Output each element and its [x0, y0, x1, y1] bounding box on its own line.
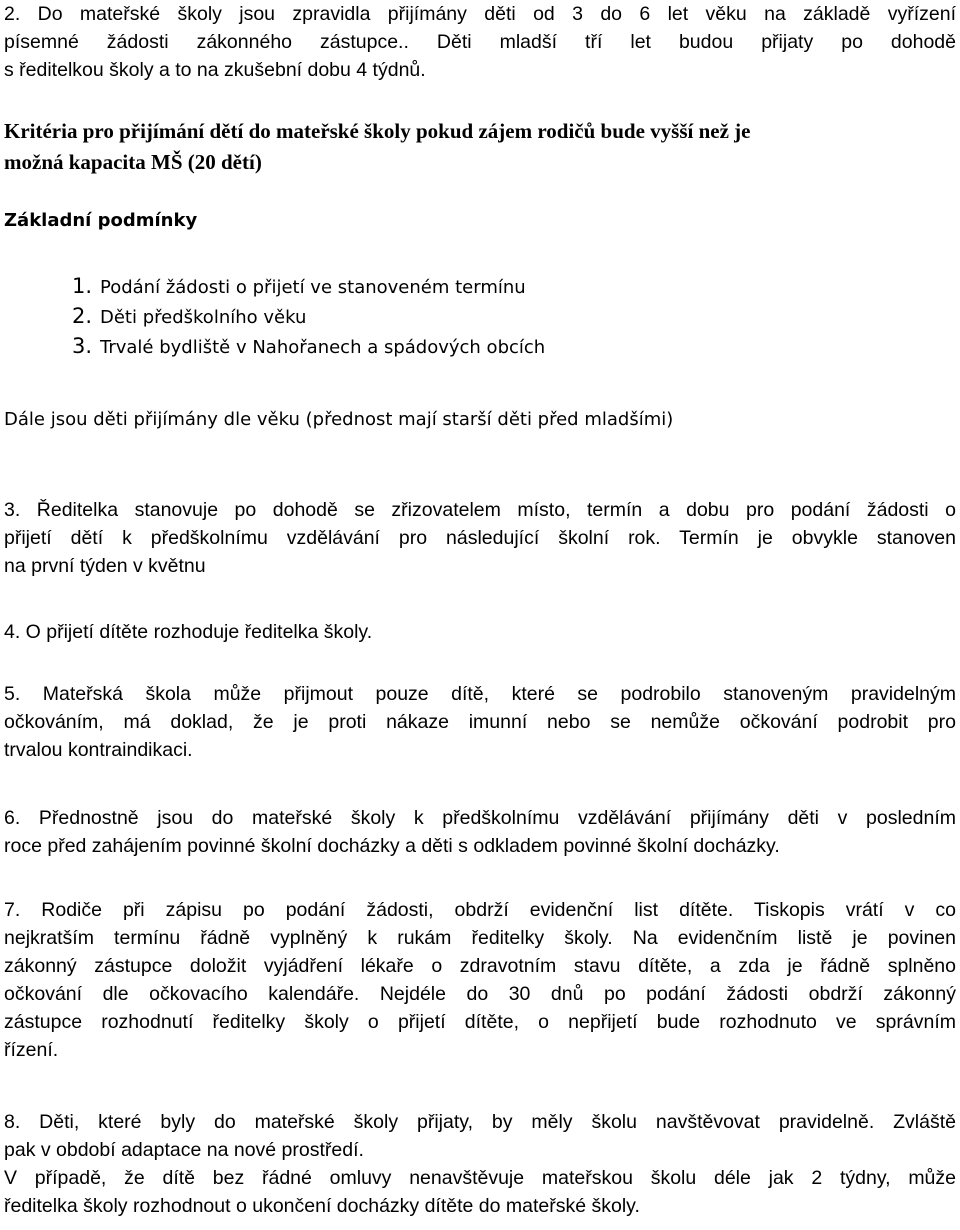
text-line: 2. Do mateřské školy jsou zpravidla přijímány děti od 3 do 6 let věku na základě vyřízení: [4, 3, 956, 25]
text-line: 3. Ředitelka stanovuje po dohodě se zřizovatelem místo, termín a dobu pro podání žádosti o: [4, 499, 956, 521]
list-item-text: Děti předškolního věku: [100, 307, 307, 328]
text-line: roce před zahájením povinné školní docházky a děti s odkladem povinné školní docházky.: [4, 835, 780, 857]
text-line: V případě, že dítě bez řádné omluvy nenavštěvuje mateřskou školu déle jak 2 týdny, může: [4, 1167, 956, 1189]
heading-line: Kritéria pro přijímání dětí do mateřské školy pokud zájem rodičů bude vyšší než je: [4, 119, 751, 143]
text-line: písemné žádosti zákonného zástupce.. Děti mladší tří let budou přijaty po dohodě: [4, 31, 956, 53]
list-item: [72, 332, 956, 362]
basic-conditions-title: [4, 208, 956, 234]
text-line: s ředitelkou školy a to na zkušební dobu 4 týdnů.: [4, 59, 426, 81]
paragraph-2: [4, 0, 956, 84]
text-line: 8. Děti, které byly do mateřské školy přijaty, by měly školu navštěvovat pravidelně. Zvláště: [4, 1111, 956, 1133]
text-line: na první týden v květnu: [4, 555, 206, 577]
text-line: řízení.: [4, 1039, 59, 1061]
text-line: 7. Rodiče při zápisu po podání žádosti, obdrží evidenční list dítěte. Tiskopis vrátí v co: [4, 899, 956, 921]
paragraph-5: [4, 680, 956, 764]
paragraph-3: [4, 496, 956, 580]
text-line: pak v období adaptace na nové prostředí.: [4, 1139, 364, 1161]
text-line: 4. O přijetí dítěte rozhoduje ředitelka školy.: [4, 621, 373, 643]
text-line: ředitelka školy rozhodnout o ukončení docházky dítěte do mateřské školy.: [4, 1195, 640, 1217]
list-number: 2.: [72, 304, 93, 328]
text-line: nejkratším termínu řádně vyplněný k rukám ředitelky školy. Na evidenčním listě je povinen: [4, 927, 956, 949]
text-line: 5. Mateřská škola může přijmout pouze dítě, které se podrobilo stanoveným pravidelným: [4, 683, 956, 705]
section-title: Základní podmínky: [4, 210, 198, 231]
text-line: zástupce rozhodnutí ředitelky školy o přijetí dítěte, o nepřijetí bude rozhodnuto ve správním: [4, 1011, 956, 1033]
text-line: Dále jsou děti přijímány dle věku (přednost mají starší děti před mladšími): [4, 409, 674, 430]
paragraph-7: [4, 896, 956, 1064]
text-line: přijetí dětí k předškolnímu vzdělávání pro následující školní rok. Termín je obvykle stanoven: [4, 527, 956, 549]
list-item: [72, 272, 956, 302]
basic-conditions-list: [4, 272, 956, 362]
age-priority-note: [4, 406, 956, 434]
list-number: 3.: [72, 334, 93, 358]
text-line: očkování dle očkovacího kalendáře. Nejdéle do 30 dnů po podání žádosti obdrží zákonný: [4, 983, 956, 1005]
paragraph-4: [4, 618, 956, 646]
criteria-heading: [4, 116, 956, 178]
list-number: 1.: [72, 274, 93, 298]
heading-line: možná kapacita MŠ (20 dětí): [4, 150, 262, 174]
text-line: zákonný zástupce doložit vyjádření lékaře o zdravotním stavu dítěte, a zda je řádně splněno: [4, 955, 956, 977]
paragraph-8: [4, 1108, 956, 1220]
text-line: 6. Přednostně jsou do mateřské školy k předškolnímu vzdělávání přijímány děti v posledním: [4, 807, 956, 829]
text-line: trvalou kontraindikaci.: [4, 739, 193, 761]
text-line: očkováním, má doklad, že je proti nákaze imunní nebo se nemůže očkování podrobit pro: [4, 711, 956, 733]
list-item-text: Podání žádosti o přijetí ve stanoveném termínu: [100, 277, 526, 298]
list-item-text: Trvalé bydliště v Nahořanech a spádových obcích: [100, 337, 546, 358]
list-item: [72, 302, 956, 332]
paragraph-6: [4, 804, 956, 860]
